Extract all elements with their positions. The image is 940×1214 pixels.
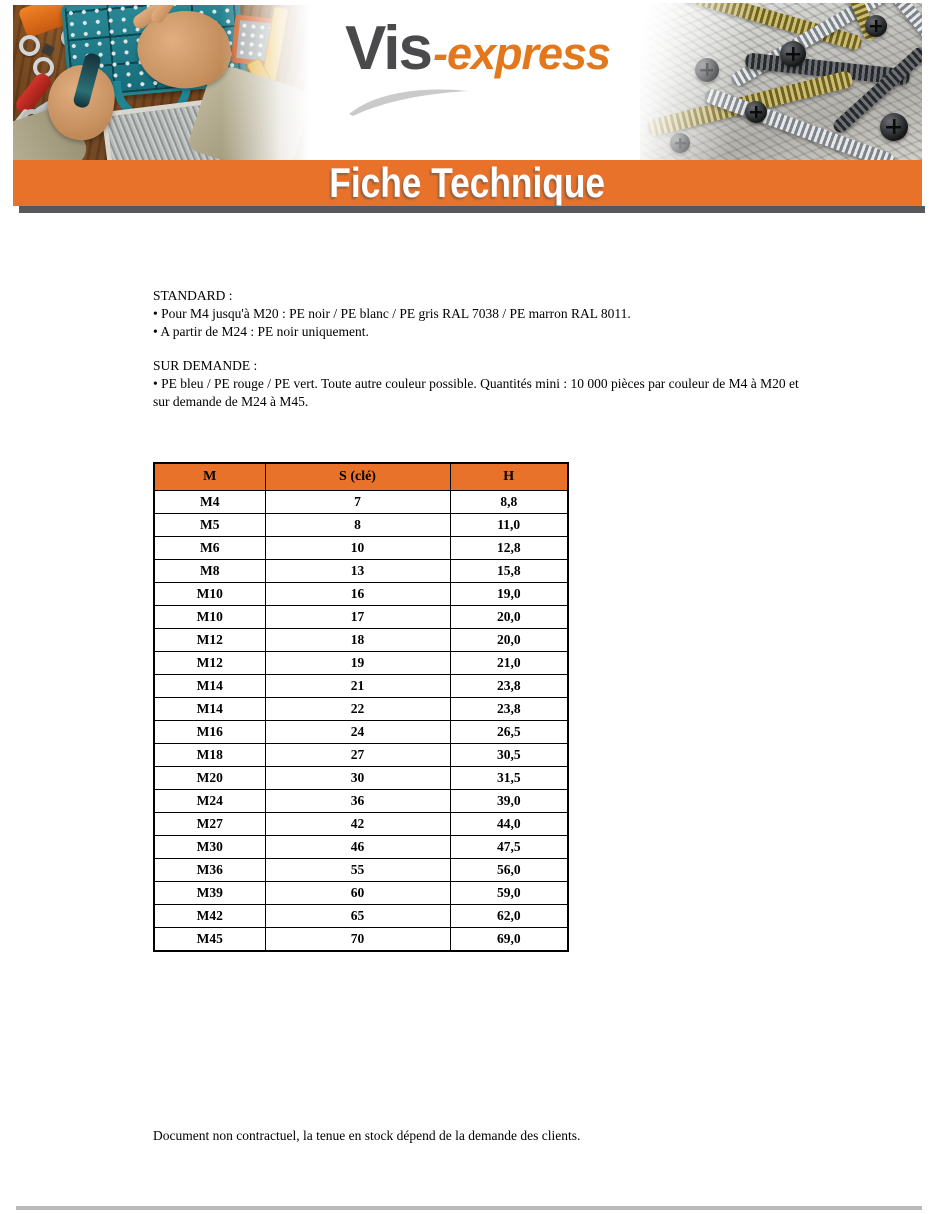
table-cell: M42	[154, 905, 265, 928]
table-row	[154, 652, 568, 675]
table-row	[154, 813, 568, 836]
bullet-line: • PE bleu / PE rouge / PE vert. Toute autre couleur possible. Quantités mini : 10 000 pièces par couleur de M4 à M20 et sur demande de M24 à M45.	[153, 376, 799, 409]
screw-shape	[831, 45, 922, 136]
logo-swoosh-icon	[347, 84, 473, 118]
table-cell: M14	[154, 698, 265, 721]
table-cell: M6	[154, 537, 265, 560]
table-cell: 20,0	[450, 606, 568, 629]
table-cell: M4	[154, 491, 265, 514]
table-cell: M5	[154, 514, 265, 537]
table-cell: M24	[154, 790, 265, 813]
table-cell: 44,0	[450, 813, 568, 836]
screw-head-shape	[865, 15, 887, 37]
table-cell: M16	[154, 721, 265, 744]
table-cell: 65	[265, 905, 450, 928]
table-cell: 21	[265, 675, 450, 698]
col-header-m: M	[154, 463, 265, 491]
table-cell: 39,0	[450, 790, 568, 813]
col-header-s: S (clé)	[265, 463, 450, 491]
table-cell: M18	[154, 744, 265, 767]
body-text	[153, 287, 805, 411]
table-row	[154, 859, 568, 882]
table-cell: M8	[154, 560, 265, 583]
table-row	[154, 537, 568, 560]
bottom-divider	[16, 1206, 922, 1210]
section-heading: STANDARD :	[153, 288, 233, 303]
screw-head-shape	[670, 133, 690, 153]
table-cell: 8	[265, 514, 450, 537]
table-cell: M39	[154, 882, 265, 905]
table-cell: 22	[265, 698, 450, 721]
table-row	[154, 491, 568, 514]
table-cell: M20	[154, 767, 265, 790]
table-row	[154, 675, 568, 698]
table-cell: M36	[154, 859, 265, 882]
table-cell: 30,5	[450, 744, 568, 767]
table-row	[154, 629, 568, 652]
table-cell: 62,0	[450, 905, 568, 928]
bullet-line: • A partir de M24 : PE noir uniquement.	[153, 324, 369, 339]
washer-shape	[19, 35, 40, 56]
table-row	[154, 836, 568, 859]
table-cell: 56,0	[450, 859, 568, 882]
table-cell: 20,0	[450, 629, 568, 652]
table-cell: 15,8	[450, 560, 568, 583]
table-cell: 55	[265, 859, 450, 882]
table-header-row	[154, 463, 568, 491]
section-standard	[153, 287, 805, 341]
table-cell: 30	[265, 767, 450, 790]
table-row	[154, 514, 568, 537]
table-row	[154, 882, 568, 905]
table-cell: M12	[154, 629, 265, 652]
table-row	[154, 928, 568, 952]
table-cell: 69,0	[450, 928, 568, 952]
table-cell: 21,0	[450, 652, 568, 675]
table-cell: 19,0	[450, 583, 568, 606]
table-cell: 7	[265, 491, 450, 514]
logo-text-express: -express	[432, 28, 611, 79]
table-row	[154, 698, 568, 721]
screw-head-shape	[745, 101, 767, 123]
table-cell: 19	[265, 652, 450, 675]
table-cell: 27	[265, 744, 450, 767]
logo-text-vis: Vis	[345, 14, 431, 83]
table-cell: 16	[265, 583, 450, 606]
workbench-photo	[13, 5, 310, 160]
page-title: Fiche Technique	[329, 159, 606, 206]
title-banner	[13, 160, 922, 206]
divider-bar	[19, 206, 925, 213]
spec-table-body	[154, 491, 568, 952]
nut-shape	[41, 43, 55, 57]
table-cell: 12,8	[450, 537, 568, 560]
table-cell: 13	[265, 560, 450, 583]
table-row	[154, 721, 568, 744]
table-cell: 23,8	[450, 675, 568, 698]
section-heading: SUR DEMANDE :	[153, 358, 258, 373]
table-cell: M27	[154, 813, 265, 836]
screw-head-shape	[780, 41, 806, 67]
table-cell: 8,8	[450, 491, 568, 514]
screw-head-shape	[695, 58, 719, 82]
table-cell: 42	[265, 813, 450, 836]
table-row	[154, 560, 568, 583]
table-cell: 24	[265, 721, 450, 744]
spec-table	[153, 462, 569, 952]
table-cell: M10	[154, 583, 265, 606]
table-cell: M10	[154, 606, 265, 629]
table-cell: 47,5	[450, 836, 568, 859]
table-cell: 60	[265, 882, 450, 905]
table-cell: M14	[154, 675, 265, 698]
table-cell: M30	[154, 836, 265, 859]
logo	[345, 14, 611, 83]
col-header-h: H	[450, 463, 568, 491]
table-cell: 31,5	[450, 767, 568, 790]
screws-photo	[640, 3, 922, 160]
table-cell: 18	[265, 629, 450, 652]
table-cell: M45	[154, 928, 265, 952]
bullet-line: • Pour M4 jusqu'à M20 : PE noir / PE blanc / PE gris RAL 7038 / PE marron RAL 8011.	[153, 306, 631, 321]
table-cell: 23,8	[450, 698, 568, 721]
table-row	[154, 767, 568, 790]
table-cell: 26,5	[450, 721, 568, 744]
table-row	[154, 583, 568, 606]
table-cell: 46	[265, 836, 450, 859]
table-cell: 59,0	[450, 882, 568, 905]
table-row	[154, 606, 568, 629]
table-cell: 36	[265, 790, 450, 813]
table-cell: M12	[154, 652, 265, 675]
table-cell: 10	[265, 537, 450, 560]
table-row	[154, 905, 568, 928]
table-cell: 17	[265, 606, 450, 629]
table-cell: 11,0	[450, 514, 568, 537]
screw-head-shape	[880, 113, 908, 141]
footer-note: Document non contractuel, la tenue en stock dépend de la demande des clients.	[153, 1128, 581, 1143]
section-sur-demande	[153, 357, 805, 411]
table-row	[154, 744, 568, 767]
table-cell: 70	[265, 928, 450, 952]
table-row	[154, 790, 568, 813]
